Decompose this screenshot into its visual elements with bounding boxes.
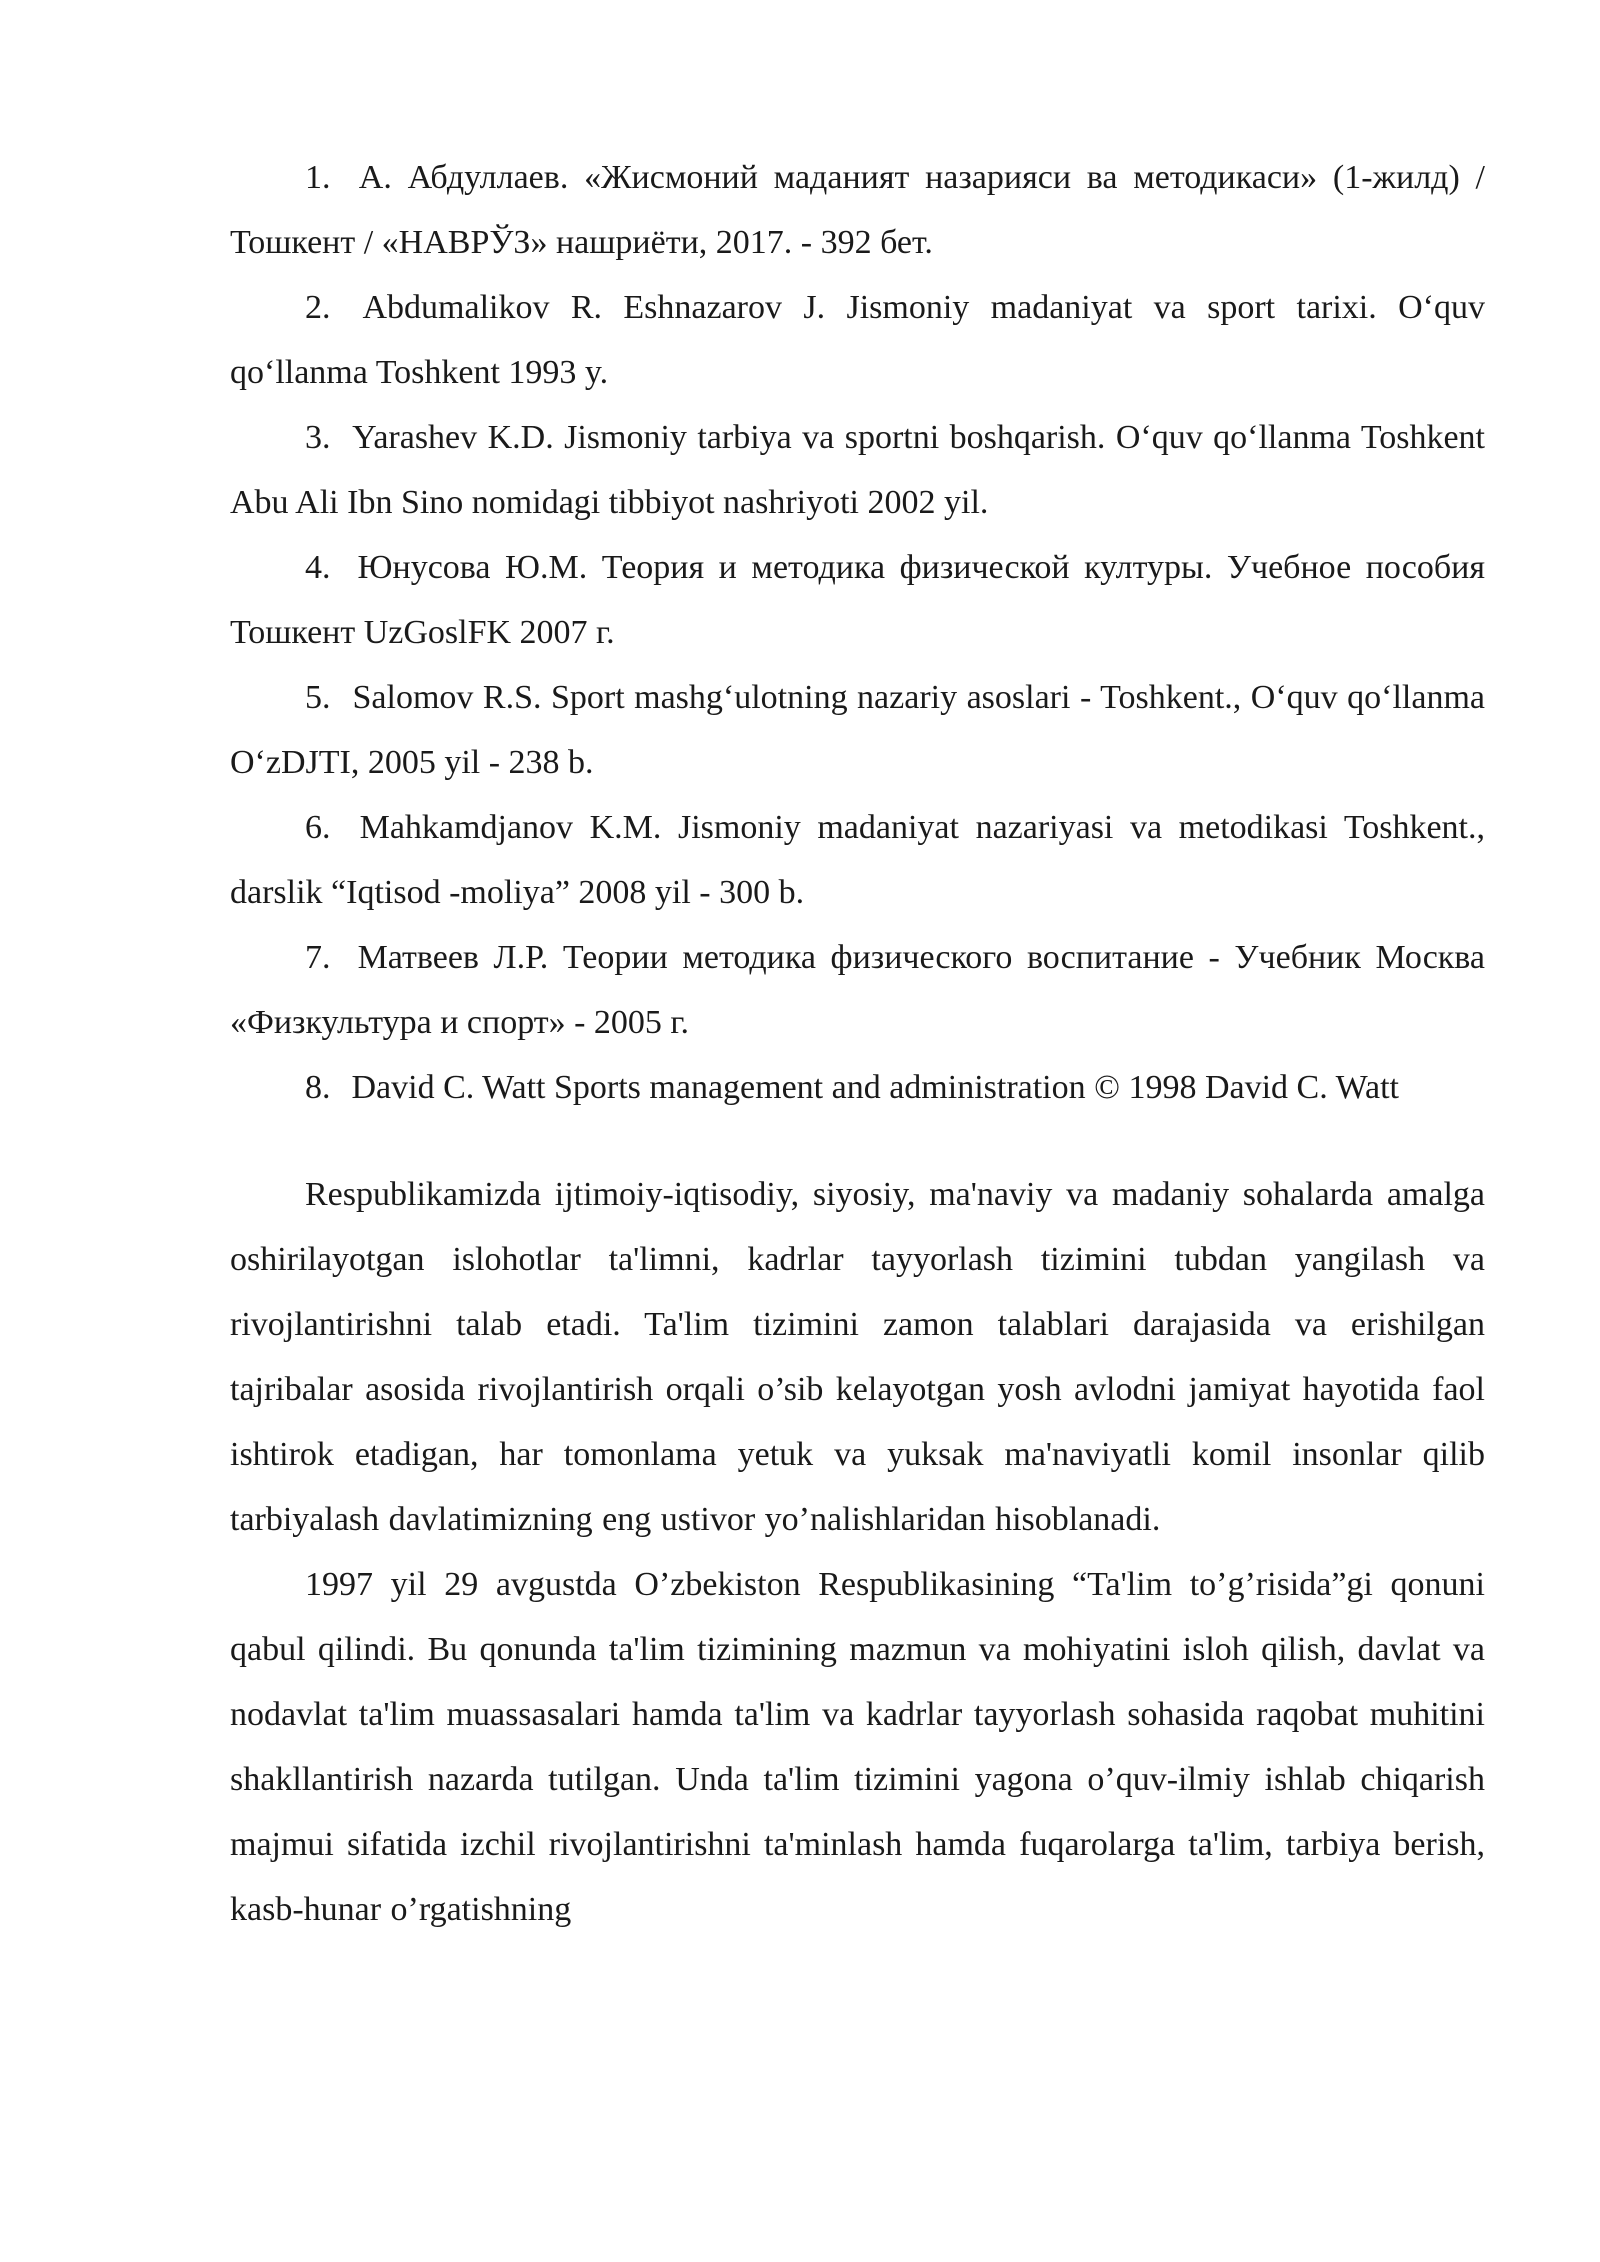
reference-text: David C. Watt Sports management and administration © 1998 David C. Watt — [351, 1069, 1399, 1106]
page-content — [230, 145, 1485, 1942]
reference-item — [230, 145, 1485, 275]
section-gap — [230, 1120, 1485, 1162]
reference-number: 5. — [305, 679, 331, 716]
reference-item — [230, 925, 1485, 1055]
reference-text: Salomov R.S. Sport mashg‘ulotning nazariy asoslari - Toshkent., O‘quv qo‘llanma O‘zDJTI, 2005 yil - 238 b. — [230, 679, 1486, 781]
reference-list — [230, 145, 1485, 1120]
reference-number: 6. — [305, 809, 331, 846]
reference-item — [230, 405, 1485, 535]
reference-text: Матвеев Л.Р. Теории методика физического воспитание - Учебник Москва «Физкультура и спорт» - 2005 г. — [230, 939, 1486, 1041]
reference-item — [230, 795, 1485, 925]
reference-number: 3. — [305, 419, 331, 456]
reference-text: А. Абдуллаев. «Жисмоний маданият назарияси ва методикаси» (1-жилд) / Тошкент / «НАВРЎЗ» нашриёти, 2017. - 392 бет. — [230, 159, 1486, 261]
reference-item — [230, 665, 1485, 795]
reference-number: 2. — [305, 289, 331, 326]
body-paragraph: 1997 yil 29 avgustda O’zbekiston Respublikasining “Ta'lim to’g’risida”gi qonuni qabul qilindi. Bu qonunda ta'lim tizimining mazmun va mohiyatini isloh qilish, davlat va nodavlat ta'lim muassasalari hamda ta'lim va kadrlar tayyorlash sohasida raqobat muhitini shakllantirish nazarda tutilgan. Unda ta'lim tizimini yagona o’quv-ilmiy ishlab chiqarish majmui sifatida izchil rivojlantirishni ta'minlash hamda fuqarolarga ta'lim, tarbiya berish, kasb-hunar o’rgatishning — [230, 1566, 1485, 1928]
body-text — [230, 1162, 1485, 1942]
reference-text: Mahkamdjanov K.M. Jismoniy madaniyat nazariyasi va metodikasi Toshkent., darslik “Iqtisod -moliya” 2008 yil - 300 b. — [230, 809, 1485, 911]
reference-number: 8. — [305, 1069, 331, 1106]
reference-number: 1. — [305, 159, 331, 196]
reference-text: Abdumalikov R. Eshnazarov J. Jismoniy madaniyat va sport tarixi. O‘quv qo‘llanma Toshkent 1993 y. — [230, 289, 1485, 391]
reference-item — [230, 1055, 1485, 1120]
reference-item — [230, 535, 1485, 665]
body-paragraph: Respublikamizda ijtimoiy-iqtisodiy, siyosiy, ma'naviy va madaniy sohalarda amalga oshirilayotgan islohotlar ta'limni, kadrlar tayyorlash tizimini tubdan yangilash va rivojlantirishni talab etadi. Ta'lim tizimini zamon talablari darajasida va erishilgan tajribalar asosida rivojlantirish orqali o’sib kelayotgan yosh avlodni jamiyat hayotida faol ishtirok etadigan, har tomonlama yetuk va yuksak ma'naviyatli komil insonlar qilib tarbiyalash davlatimizning eng ustivor yo’nalishlaridan hisoblanadi. — [230, 1176, 1485, 1538]
reference-text: Yarashev K.D. Jismoniy tarbiya va sportni boshqarish. O‘quv qo‘llanma Toshkent Abu Ali Ibn Sino nomidagi tibbiyot nashriyoti 2002 yil. — [230, 419, 1485, 521]
reference-text: Юнусова Ю.М. Теория и методика физической културы. Учебное пособия Тошкент UzGoslFK 2007 г. — [230, 549, 1485, 651]
reference-item — [230, 275, 1485, 405]
reference-number: 7. — [305, 939, 331, 976]
reference-number: 4. — [305, 549, 331, 586]
